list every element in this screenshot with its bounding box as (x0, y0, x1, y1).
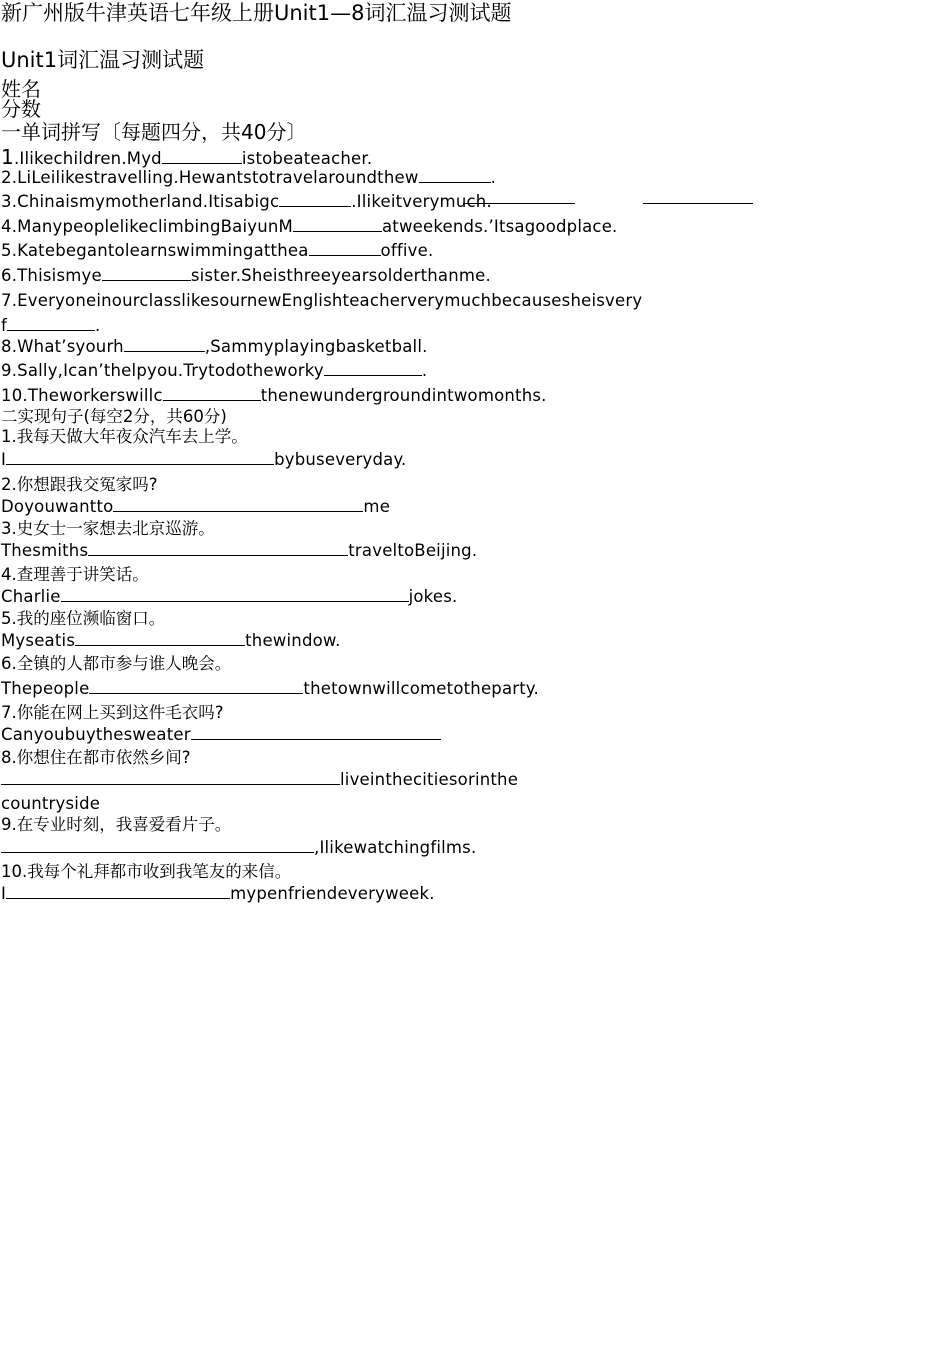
answer-blank[interactable] (7, 329, 95, 331)
score-label: 分数 (1, 97, 41, 121)
sentence-1-text-a: I (1, 450, 7, 469)
answer-blank[interactable] (102, 279, 191, 281)
question-7-continued (1, 318, 100, 335)
question-7 (1, 293, 642, 310)
answer-blank[interactable] (6, 463, 274, 465)
sentence-4-text-b: jokes. (408, 587, 458, 606)
answer-blank[interactable] (6, 897, 230, 899)
sentence-6-english (1, 681, 539, 698)
answer-blank[interactable] (75, 644, 245, 646)
sentence-2-text-a: Doyouwantto (1, 497, 114, 516)
question-9-text-b: . (421, 361, 428, 380)
question-9 (1, 363, 427, 380)
question-10 (1, 388, 547, 405)
answer-blank[interactable] (89, 692, 303, 694)
question-7-text-d: . (95, 316, 101, 335)
sentence-2-english (1, 499, 390, 516)
answer-blank[interactable] (279, 205, 351, 207)
unit-title: Unit1词汇温习测试题 (1, 48, 205, 72)
question-3 (1, 194, 492, 211)
sentence-3-chinese: 3.史女士一家想去北京巡游。 (1, 519, 215, 538)
question-10-text-a: 10.Theworkerswillc (1, 386, 163, 405)
sentence-3-english (1, 543, 477, 560)
answer-blank[interactable] (324, 374, 422, 376)
sentence-2-chinese: 2.你想跟我交冤家吗? (1, 475, 158, 494)
question-2 (1, 170, 496, 187)
answer-blank[interactable] (163, 399, 261, 401)
stray-rule (643, 203, 753, 204)
sentence-5-text-a: Myseatis (1, 631, 76, 650)
document-title: 新广州版牛津英语七年级上册Unit1—8词汇温习测试题 (1, 1, 512, 25)
sentence-7-english (1, 727, 441, 744)
sentence-3-text-a: Thesmiths (1, 541, 89, 560)
question-8 (1, 339, 428, 356)
sentence-1-chinese: 1.我每天做大年夜众汽车去上学。 (1, 427, 248, 446)
question-2-text-a: 2.LiLeilikestravelling.Hewantstotravelaroundthew (1, 168, 419, 187)
sentence-8-chinese: 8.你想住在都市依然乡间? (1, 748, 191, 767)
stray-rule (463, 203, 575, 204)
answer-blank[interactable] (1, 851, 314, 853)
sentence-7-chinese: 7.你能在网上买到这件毛衣吗? (1, 703, 224, 722)
question-2-text-b: . (490, 168, 497, 187)
sentence-4-chinese: 4.查理善于讲笑话。 (1, 565, 149, 584)
answer-blank[interactable] (162, 162, 242, 164)
part2-heading: 二实现句子(每空2分，共60分) (1, 407, 227, 426)
question-1-text-a: .Ilikechildren.Myd (13, 149, 162, 168)
answer-blank[interactable] (113, 510, 363, 512)
question-4-text-b: atweekends.’Itsagoodplace. (381, 217, 618, 236)
sentence-5-text-b: thewindow. (245, 631, 341, 650)
sentence-4-english (1, 589, 457, 606)
sentence-6-chinese: 6.全镇的人都市参与谁人晚会。 (1, 654, 232, 673)
question-5-text-b: offive. (380, 241, 434, 260)
sentence-3-text-b: traveltoBeijing. (348, 541, 478, 560)
sentence-10-text-a: I (1, 884, 7, 903)
sentence-7-text-a: Canyoubuythesweater (1, 725, 191, 744)
question-10-text-b: thenewundergroundintwomonths. (260, 386, 547, 405)
sentence-6-text-a: Thepeople (1, 679, 90, 698)
sentence-10-chinese: 10.我每个礼拜都市收到我笔友的来信。 (1, 862, 292, 881)
sentence-9-english (1, 840, 476, 857)
sentence-9-chinese: 9.在专业时刻，我喜爱看片子。 (1, 815, 232, 834)
question-1-text-b: istobeateacher. (241, 149, 373, 168)
sentence-8-continued: countryside (1, 794, 101, 813)
question-6 (1, 268, 491, 285)
sentence-2-text-b: me (363, 497, 391, 516)
sentence-1-english (1, 452, 407, 469)
answer-blank[interactable] (191, 738, 441, 740)
sentence-1-text-b: bybuseveryday. (274, 450, 407, 469)
answer-blank[interactable] (293, 230, 382, 232)
question-5-text-a: 5.Katebegantolearnswimmingatthea (1, 241, 309, 260)
answer-blank[interactable] (88, 554, 348, 556)
question-1 (1, 147, 372, 168)
question-3-text-a: 3.Chinaismymotherland.Itisabigc (1, 192, 280, 211)
sentence-10-text-b: mypenfriendeveryweek. (230, 884, 435, 903)
answer-blank[interactable] (124, 350, 205, 352)
sentence-6-text-b: thetownwillcometotheparty. (303, 679, 539, 698)
sentence-5-english (1, 633, 341, 650)
sentence-10-english (1, 886, 435, 903)
question-5 (1, 243, 433, 260)
question-1-number: 1 (1, 145, 14, 169)
sentence-8-english (1, 772, 518, 789)
sentence-4-text-a: Charlie (1, 587, 61, 606)
question-4 (1, 219, 618, 236)
question-6-text-a: 6.Thisismye (1, 266, 102, 285)
answer-blank[interactable] (419, 181, 491, 183)
answer-blank[interactable] (61, 600, 409, 602)
question-3-text-b: .Ilikeitverymuch. (351, 192, 492, 211)
part1-heading: 一单词拼写〔每题四分，共40分〕 (1, 120, 307, 144)
question-8-text-b: ,Sammyplayingbasketball. (204, 337, 428, 356)
question-7-text-a: 7.EveryoneinourclasslikesournewEnglishteacherverymuchbecausesheisvery (1, 291, 643, 310)
question-8-text-a: 8.What’syourh (1, 337, 124, 356)
question-9-text-a: 9.Sally,Ican’thelpyou.Trytodotheworky (1, 361, 324, 380)
sentence-5-chinese: 5.我的座位濒临窗口。 (1, 609, 166, 628)
sentence-9-text-b: ,Ilikewatchingfilms. (314, 838, 477, 857)
question-7-text-c: f (1, 316, 8, 335)
sentence-8-text-b: liveinthecitiesorinthe (340, 770, 519, 789)
answer-blank[interactable] (1, 783, 340, 785)
question-4-text-a: 4.ManypeoplelikeclimbingBaiyunM (1, 217, 293, 236)
answer-blank[interactable] (309, 254, 381, 256)
name-label: 姓名 (1, 77, 41, 101)
question-6-text-b: sister.Sheisthreeyearsolderthanme. (190, 266, 491, 285)
